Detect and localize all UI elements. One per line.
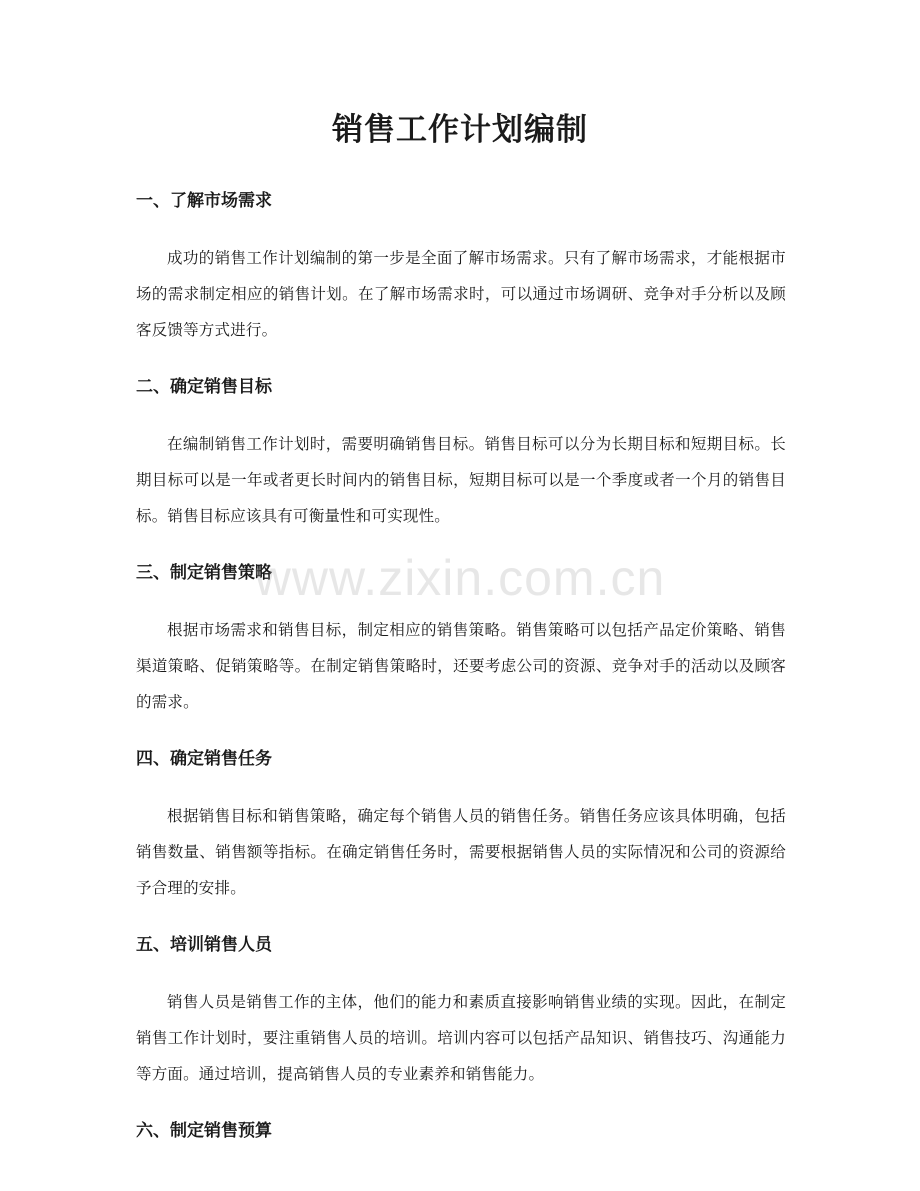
section-sales-strategy xyxy=(136,558,786,720)
section-market-demand xyxy=(136,186,786,348)
section-heading: 六、制定销售预算 xyxy=(136,1121,272,1141)
section-paragraph: 根据市场需求和销售目标，制定相应的销售策略。销售策略可以包括产品定价策略、销售渠道策略、促销策略等。在制定销售策略时，还要考虑公司的资源、竞争对手的活动以及顾客的需求。 xyxy=(136,621,786,711)
section-heading: 一、了解市场需求 xyxy=(136,191,272,211)
document-title: 销售工作计划编制 xyxy=(332,112,588,148)
document-body xyxy=(136,186,786,1146)
section-staff-training xyxy=(136,930,786,1092)
section-paragraph: 根据销售目标和销售策略，确定每个销售人员的销售任务。销售任务应该具体明确，包括销售数量、销售额等指标。在确定销售任务时，需要根据销售人员的实际情况和公司的资源给予合理的安排。 xyxy=(136,807,786,897)
section-heading: 四、确定销售任务 xyxy=(136,749,272,769)
section-sales-tasks xyxy=(136,744,786,906)
section-heading: 五、培训销售人员 xyxy=(136,935,272,955)
section-heading: 三、制定销售策略 xyxy=(136,563,272,583)
section-paragraph: 销售人员是销售工作的主体，他们的能力和素质直接影响销售业绩的实现。因此，在制定销售工作计划时，要注重销售人员的培训。培训内容可以包括产品知识、销售技巧、沟通能力等方面。通过培训，提高销售人员的专业素养和销售能力。 xyxy=(136,993,786,1083)
section-sales-budget xyxy=(136,1116,786,1146)
section-sales-goals xyxy=(136,372,786,534)
section-paragraph: 在编制销售工作计划时，需要明确销售目标。销售目标可以分为长期目标和短期目标。长期目标可以是一年或者更长时间内的销售目标，短期目标可以是一个季度或者一个月的销售目标。销售目标应该具有可衡量性和可实现性。 xyxy=(136,435,786,525)
section-paragraph: 成功的销售工作计划编制的第一步是全面了解市场需求。只有了解市场需求，才能根据市场的需求制定相应的销售计划。在了解市场需求时，可以通过市场调研、竞争对手分析以及顾客反馈等方式进行。 xyxy=(136,249,786,339)
watermark-text: www.zixin.com.cn xyxy=(254,550,666,606)
section-heading: 二、确定销售目标 xyxy=(136,377,272,397)
